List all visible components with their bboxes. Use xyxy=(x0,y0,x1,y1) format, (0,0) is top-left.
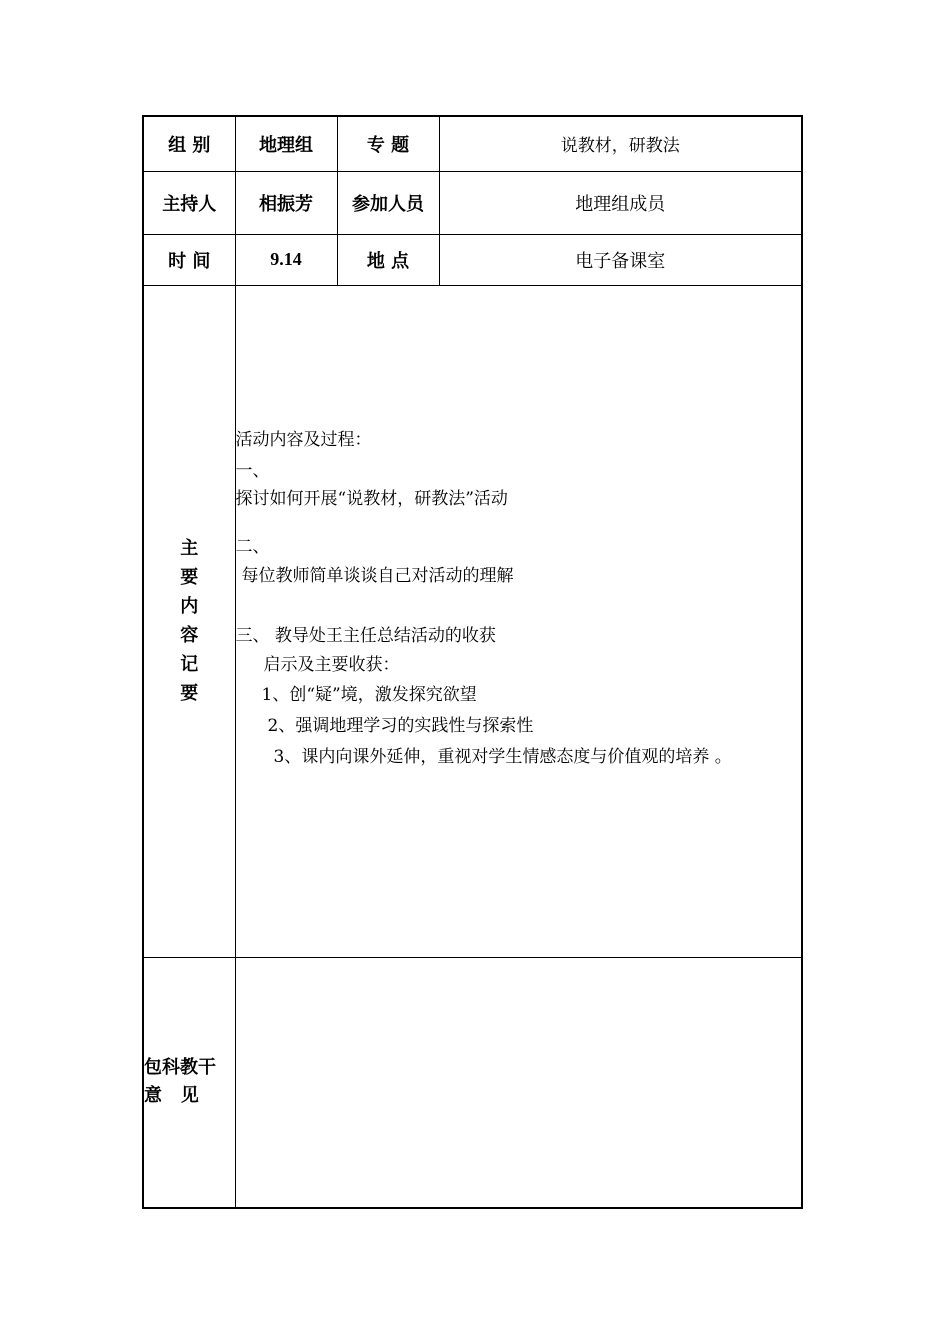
row-opinion xyxy=(143,957,802,1208)
content-line: 活动内容及过程： xyxy=(235,429,372,450)
host-value: 相振芳 xyxy=(235,171,337,234)
host-label: 主持人 xyxy=(143,171,235,234)
time-value: 9.14 xyxy=(235,234,337,285)
main-label-char: 记 xyxy=(180,654,199,675)
participants-label: 参加人员 xyxy=(337,171,439,234)
content-line: 每位教师简单谈谈自己对活动的理解 xyxy=(241,565,514,586)
main-label-char: 要 xyxy=(180,567,199,588)
place-value: 电子备课室 xyxy=(439,234,802,285)
content-line: 1、创“疑”境，激发探究欲望 xyxy=(261,684,477,705)
topic-label: 专 题 xyxy=(337,116,439,171)
group-value: 地理组 xyxy=(235,116,337,171)
opinion-value xyxy=(235,957,802,1208)
content-line: 启示及主要收获： xyxy=(263,654,400,675)
main-content-label xyxy=(143,285,235,957)
main-label-char: 内 xyxy=(180,596,199,617)
main-label-char: 主 xyxy=(180,538,199,559)
place-label: 地 点 xyxy=(337,234,439,285)
content-line: 3、课内向课外延伸，重视对学生情感态度与价值观的培养 。 xyxy=(273,746,732,767)
content-line: 三、 教导处王主任总结活动的收获 xyxy=(235,625,496,646)
opinion-label xyxy=(143,957,235,1208)
topic-value: 说教材，研教法 xyxy=(439,116,802,171)
main-content-body xyxy=(235,285,802,957)
main-label-char: 容 xyxy=(180,625,199,646)
group-label: 组 别 xyxy=(143,116,235,171)
opinion-label-line2: 意 见 xyxy=(144,1085,199,1107)
row-main-content xyxy=(143,285,802,957)
activity-record-table xyxy=(142,115,803,1209)
participants-value: 地理组成员 xyxy=(439,171,802,234)
main-label-char: 要 xyxy=(180,683,199,704)
row-time-place xyxy=(143,234,802,285)
row-host-participants xyxy=(143,171,802,234)
content-line: 2、强调地理学习的实践性与探索性 xyxy=(267,715,534,736)
content-line: 一、 xyxy=(235,460,270,481)
content-line: 探讨如何开展“说教材，研教法”活动 xyxy=(235,488,508,509)
time-label: 时 间 xyxy=(143,234,235,285)
row-group-topic xyxy=(143,116,802,171)
opinion-label-line1: 包科教干 xyxy=(144,1057,216,1079)
content-line: 二、 xyxy=(235,536,270,557)
